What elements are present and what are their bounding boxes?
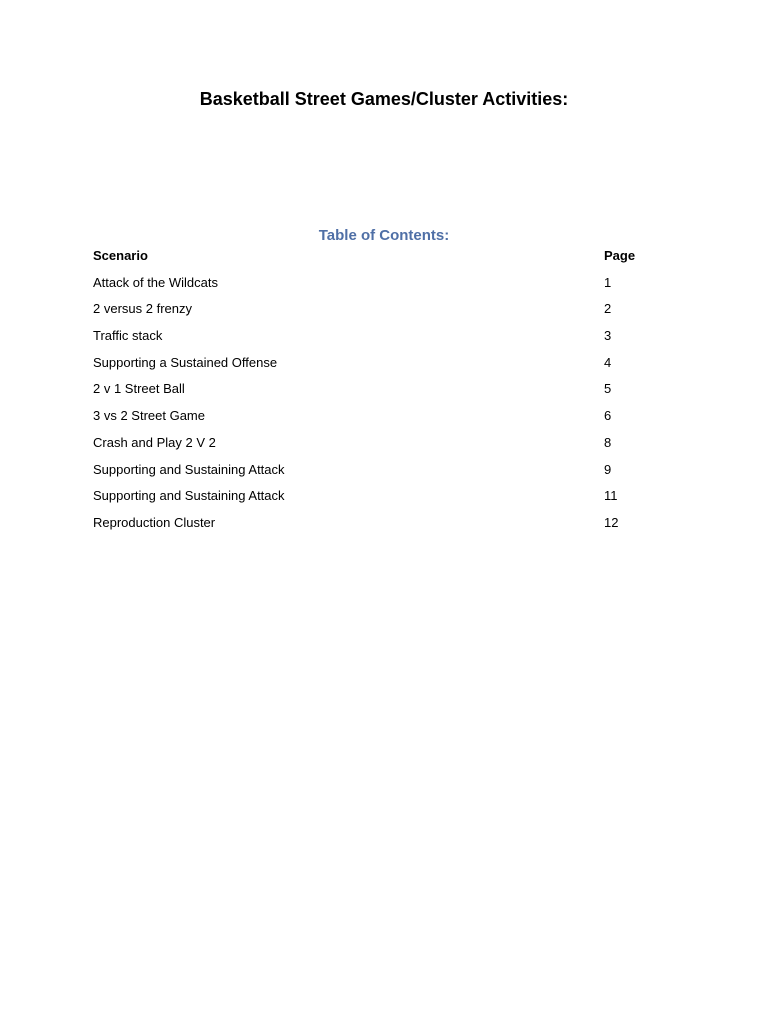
toc-scenario: Supporting and Sustaining Attack [93,461,285,477]
toc-page: 9 [604,461,612,477]
toc-scenario: 2 v 1 Street Ball [93,381,185,397]
scenario-column-header: Scenario [93,248,148,263]
toc-row [93,460,653,487]
toc-page: 2 [604,301,612,317]
toc-header-row [93,246,653,273]
toc-scenario: Crash and Play 2 V 2 [93,434,216,450]
toc-row [93,326,653,353]
toc-heading: Table of Contents: [318,227,450,244]
page-column-header: Page [604,248,636,263]
toc-row [93,299,653,326]
toc-row [93,379,653,406]
toc-row [93,406,653,433]
toc-scenario: Supporting and Sustaining Attack [93,488,285,504]
toc-table [93,246,653,540]
toc-page: 11 [604,488,618,504]
toc-scenario: Reproduction Cluster [93,514,216,530]
toc-row [93,513,653,540]
toc-scenario: Attack of the Wildcats [93,274,218,290]
document-title: Basketball Street Games/Cluster Activities: [199,89,569,109]
toc-scenario: Supporting a Sustained Offense [93,354,278,370]
toc-page: 3 [604,328,612,344]
toc-scenario: 3 vs 2 Street Game [93,408,205,424]
toc-scenario: 2 versus 2 frenzy [93,301,192,317]
toc-page: 8 [604,434,612,450]
toc-page: 12 [604,514,619,530]
toc-page: 6 [604,408,612,424]
toc-row [93,353,653,380]
toc-page: 4 [604,354,612,370]
toc-row [93,433,653,460]
toc-page: 5 [604,381,612,397]
toc-page: 1 [604,274,612,290]
toc-row [93,486,653,513]
toc-scenario: Traffic stack [93,328,163,344]
toc-row [93,273,653,300]
